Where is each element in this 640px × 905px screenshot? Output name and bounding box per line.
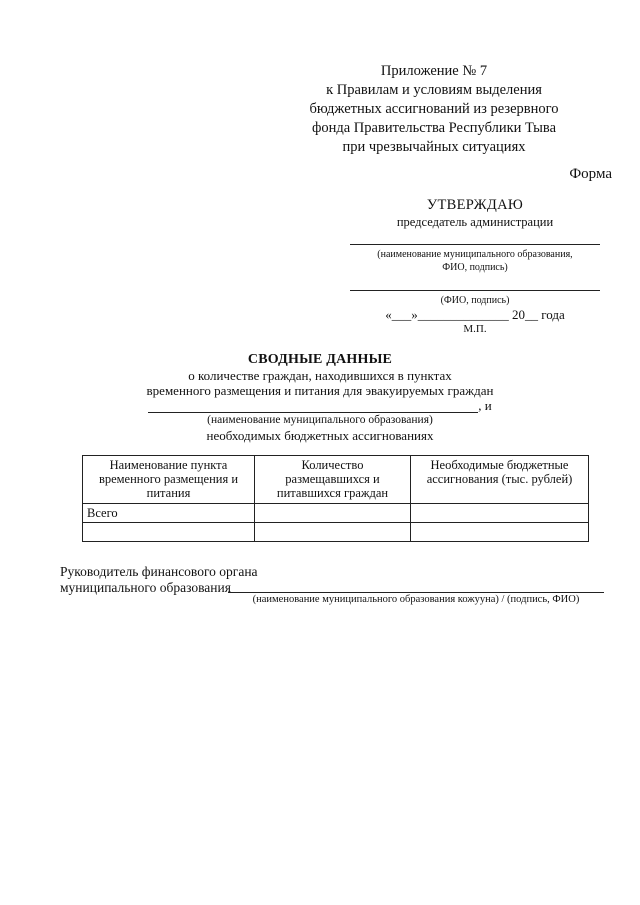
signature-line-2: муниципального образования [60, 580, 231, 595]
table-cell: Всего [83, 504, 255, 523]
table-cell [411, 504, 589, 523]
appendix-line: бюджетных ассигнований из резервного [309, 101, 559, 117]
appendix-line: к Правилам и условиям выделения [326, 82, 542, 98]
approval-caption-1b: ФИО, подпись) [442, 262, 508, 273]
summary-subtitle-4: необходимых бюджетных ассигнованиях [206, 428, 434, 443]
summary-title: СВОДНЫЕ ДАННЫЕ [247, 352, 393, 367]
summary-subtitle-3: , и [478, 398, 492, 413]
municipality-fill-line [148, 402, 478, 413]
summary-table [82, 455, 589, 542]
approval-date: «___»______________ 20__ года [385, 307, 565, 322]
approval-caption-1a: (наименование муниципального образования, [377, 249, 573, 260]
appendix-line: фонда Правительства Республики Тыва [311, 120, 557, 136]
summary-subtitle-2: временного размещения и питания для эвакуируемых граждан [146, 383, 494, 398]
summary-title-block [120, 352, 520, 443]
approval-line-1 [350, 244, 600, 245]
table-header-row [83, 456, 589, 504]
approval-heading: УТВЕРЖДАЮ [426, 197, 524, 213]
table-row [83, 523, 589, 542]
column-header: Количество размещавшихся и питавшихся граждан [255, 456, 411, 504]
approval-position: председатель администрации [396, 215, 554, 229]
signature-line-1: Руководитель финансового органа [60, 564, 258, 579]
table-cell [411, 523, 589, 542]
approval-stamp: М.П. [463, 323, 487, 335]
summary-subtitle-1: о количестве граждан, находившихся в пунктах [188, 368, 452, 383]
signature-caption: (наименование муниципального образования кожууна) / (подпись, ФИО) [252, 594, 580, 605]
municipality-caption: (наименование муниципального образования) [207, 414, 433, 426]
form-label: Форма [569, 166, 612, 182]
signature-fill-line [228, 592, 604, 593]
table-row [83, 504, 589, 523]
approval-line-2 [350, 290, 600, 291]
column-header: Наименование пункта временного размещения и питания [83, 456, 255, 504]
column-header: Необходимые бюджетные ассигнования (тыс. рублей) [411, 456, 589, 504]
approval-block [350, 196, 600, 336]
approval-caption-2: (ФИО, подпись) [440, 295, 510, 306]
appendix-line: при чрезвычайных ситуациях [342, 139, 526, 155]
table-cell [255, 504, 411, 523]
appendix-line: Приложение № 7 [380, 63, 488, 79]
summary-fill-row [120, 398, 520, 413]
appendix-block [284, 62, 584, 157]
table-cell [255, 523, 411, 542]
table-cell [83, 523, 255, 542]
